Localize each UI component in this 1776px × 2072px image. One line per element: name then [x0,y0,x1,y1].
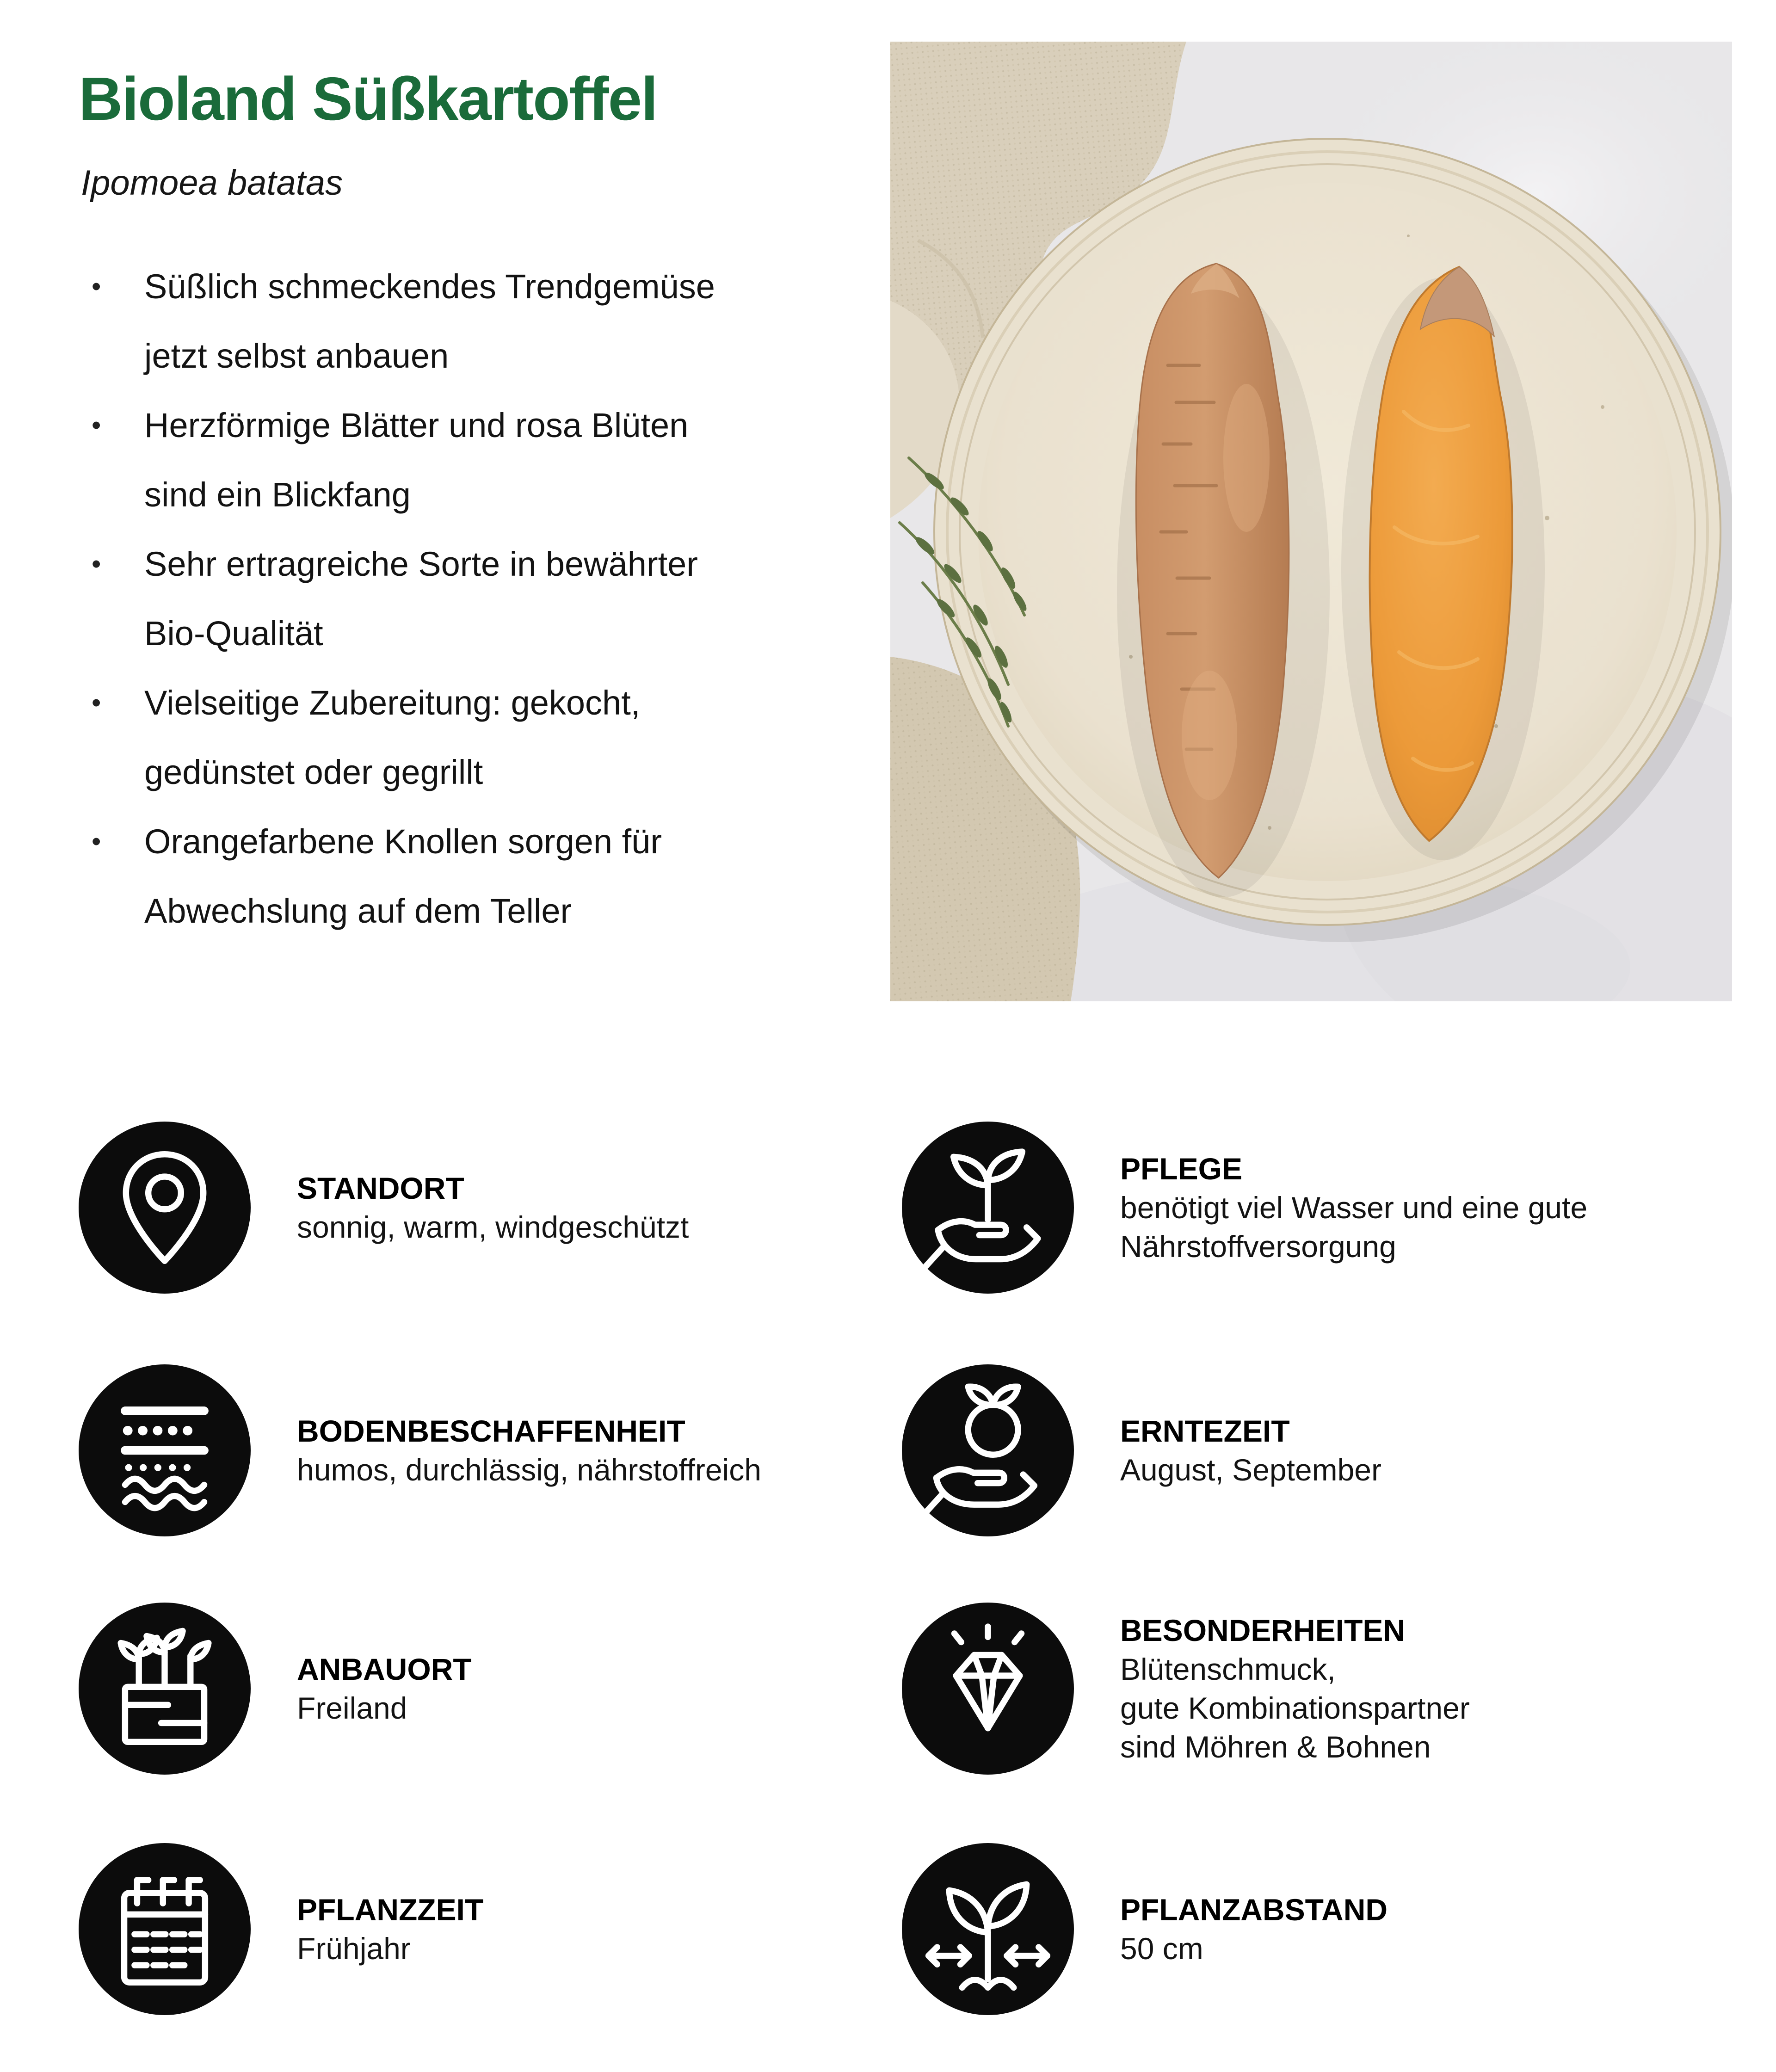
info-title: PFLEGE [1120,1152,1243,1186]
info-item-erntezeit [902,1364,1381,1536]
info-line: 50 cm [1120,1931,1203,1966]
info-line: Freiland [297,1691,407,1725]
info-item-pflanzabstand [902,1843,1388,2015]
bullet-line: • Herzförmige Blätter und rosa Blüten [144,406,689,444]
location-pin-icon [79,1122,251,1294]
info-line: August, September [1120,1453,1381,1487]
bullet-line: sind ein Blickfang [144,475,411,514]
info-line: Nährstoffversorgung [1120,1229,1396,1264]
info-title: ERNTEZEIT [1120,1414,1290,1448]
botanical-name: Ipomoea batatas [81,163,343,203]
bullet-line: • Süßlich schmeckendes Trendgemüse [144,267,715,306]
info-item-pflege [902,1122,1587,1294]
page-title: Bioland Süßkartoffel [79,65,657,133]
info-line: sind Möhren & Bohnen [1120,1730,1431,1764]
calendar-icon [79,1843,251,2015]
hand-holding-sprout-icon [902,1122,1074,1294]
info-line: sonnig, warm, windgeschützt [297,1210,689,1244]
info-title: STANDORT [297,1171,464,1205]
info-line: Frühjahr [297,1931,411,1966]
soil-layers-icon [79,1364,251,1536]
bullet-line: • Sehr ertragreiche Sorte in bewährter [144,545,698,583]
info-item-besonderheiten [902,1603,1470,1775]
info-line: gute Kombinationspartner [1120,1691,1470,1725]
info-item-pflanzzeit [79,1843,483,2015]
feature-bullet-list [79,252,856,946]
bullet-line: Bio-Qualität [144,614,323,653]
planter-box-icon [79,1603,251,1775]
bullet-item [79,530,856,668]
info-title: BODENBESCHAFFENHEIT [297,1414,685,1448]
bullet-line: • Vielseitige Zubereitung: gekocht, [144,684,641,722]
bullet-line: jetzt selbst anbauen [144,337,449,375]
info-item-bodenbeschaffenheit [79,1364,761,1536]
product-photo-canvas [890,42,1732,1001]
info-title: PFLANZABSTAND [1120,1893,1388,1927]
product-photo [890,42,1732,1001]
bullet-item [79,807,856,946]
info-line: humos, durchlässig, nährstoffreich [297,1453,761,1487]
info-item-standort [79,1122,689,1294]
info-title: PFLANZZEIT [297,1893,484,1927]
bullet-line: Abwechslung auf dem Teller [144,892,572,930]
info-line: Blütenschmuck, [1120,1652,1336,1686]
bullet-line: • Orangefarbene Knollen sorgen für [144,822,662,861]
info-item-anbauort [79,1603,472,1775]
bullet-item [79,668,856,807]
bullet-item [79,391,856,530]
bullet-item [79,252,856,391]
hand-holding-fruit-icon [902,1364,1074,1536]
info-line: benötigt viel Wasser und eine gute [1120,1190,1588,1225]
info-title: ANBAUORT [297,1652,472,1686]
diamond-sparkle-icon [902,1603,1074,1775]
plant-spacing-arrows-icon [902,1843,1074,2015]
bullet-line: gedünstet oder gegrillt [144,753,483,791]
info-title: BESONDERHEITEN [1120,1613,1406,1647]
